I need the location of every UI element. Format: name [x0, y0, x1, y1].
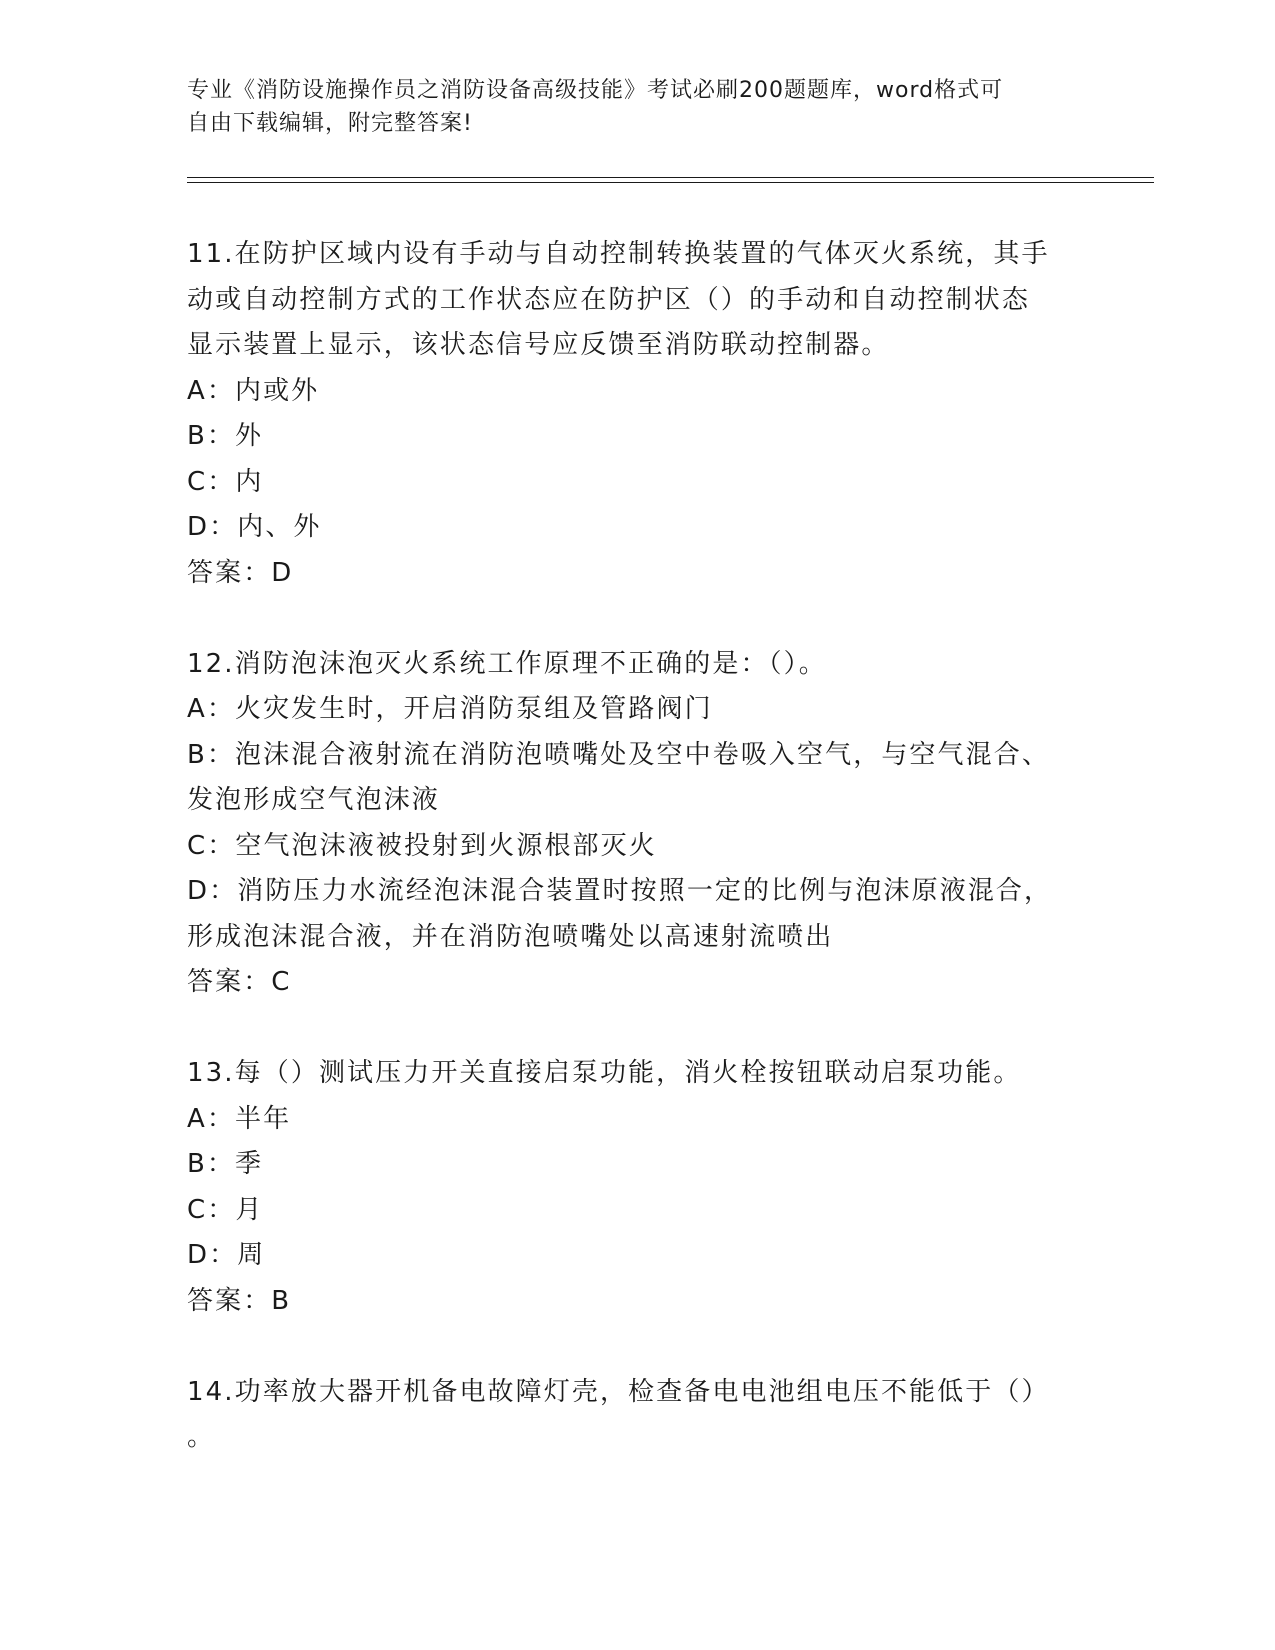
header-divider	[187, 182, 1154, 183]
document-header	[187, 74, 1087, 140]
question-13	[187, 1051, 1087, 1324]
option-c: C：月	[187, 1194, 264, 1225]
option-b: B：季	[187, 1149, 264, 1179]
question-12	[187, 642, 1087, 1006]
header-line: 专业《消防设施操作员之消防设备高级技能》考试必刷200题题库，word格式可	[187, 78, 1004, 103]
question-11	[187, 232, 1087, 596]
question-stem: 13.每（）测试压力开关直接启泵功能，消火栓按钮联动启泵功能。	[187, 1058, 1022, 1088]
option-b-continued: 发泡形成空气泡沫液	[187, 785, 440, 815]
question-stem: 动或自动控制方式的工作状态应在防护区（）的手动和自动控制状态	[187, 284, 1031, 315]
option-c: C：内	[187, 466, 264, 497]
question-stem: 显示装置上显示，该状态信号应反馈至消防联动控制器。	[187, 330, 890, 360]
question-list	[187, 232, 1087, 1506]
question-stem: 14.功率放大器开机备电故障灯壳，检查备电电池组电压不能低于（）	[187, 1376, 1050, 1407]
answer-text: 答案：C	[187, 967, 292, 997]
option-b: B：泡沫混合液射流在消防泡喷嘴处及空中卷吸入空气，与空气混合、	[187, 739, 1050, 770]
option-a: A：半年	[187, 1103, 292, 1134]
question-stem: 11.在防护区域内设有手动与自动控制转换装置的气体灭火系统，其手	[187, 239, 1050, 269]
option-b: B：外	[187, 421, 264, 451]
option-a: A：内或外	[187, 375, 320, 406]
option-d: D：消防压力水流经泡沫混合装置时按照一定的比例与泡沫原液混合，	[187, 876, 1053, 906]
header-divider	[187, 177, 1154, 178]
answer-text: 答案：D	[187, 557, 294, 588]
answer-text: 答案：B	[187, 1285, 292, 1316]
question-stem: 。	[187, 1422, 216, 1452]
question-stem: 12.消防泡沫泡灭火系统工作原理不正确的是：（）。	[187, 648, 827, 679]
header-line: 自由下载编辑，附完整答案!	[187, 111, 473, 136]
option-d: D：周	[187, 1240, 266, 1270]
option-d: D：内、外	[187, 512, 322, 542]
option-d-continued: 形成泡沫混合液，并在消防泡喷嘴处以高速射流喷出	[187, 921, 834, 952]
option-a: A：火灾发生时，开启消防泵组及管路阀门	[187, 694, 713, 724]
question-14	[187, 1370, 1087, 1461]
option-c: C：空气泡沫液被投射到火源根部灭火	[187, 830, 657, 861]
